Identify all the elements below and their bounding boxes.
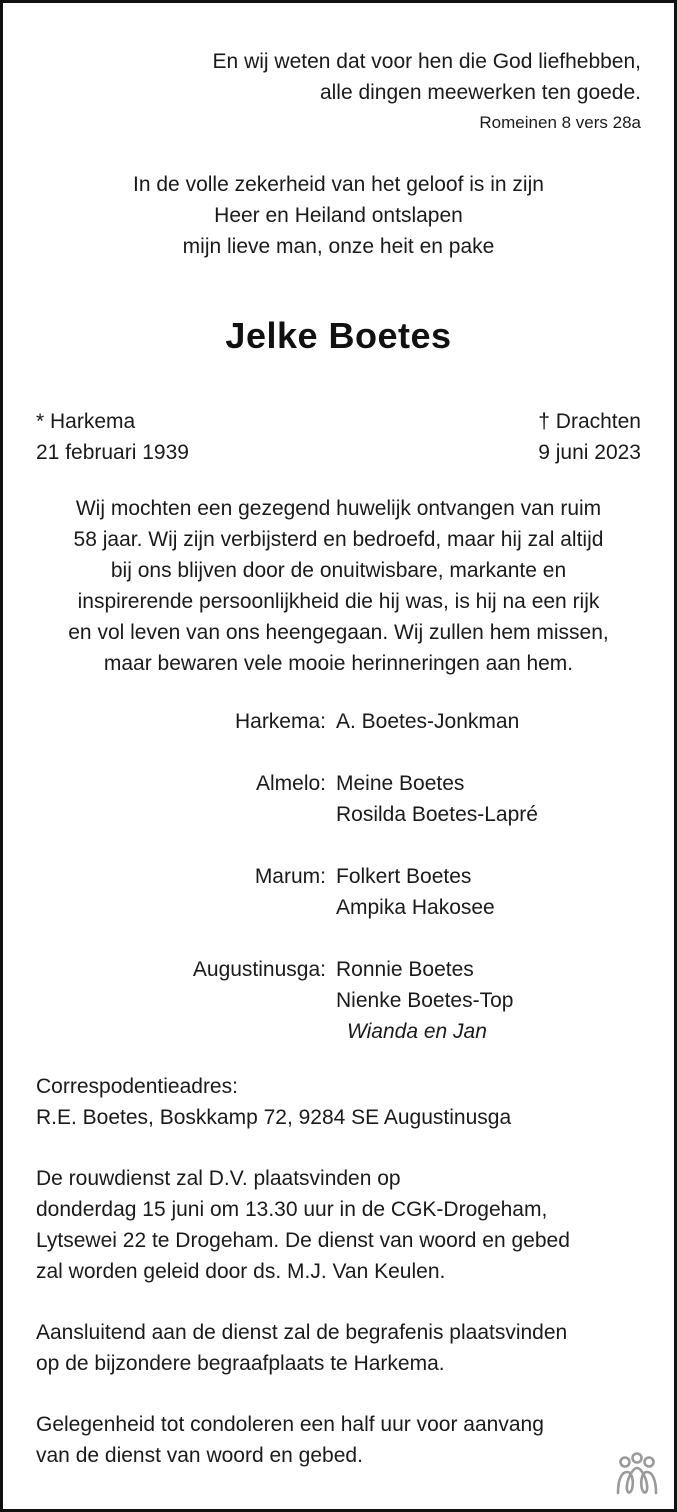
message-line: maar bewaren vele mooie herinneringen aan hem. [103,652,574,675]
service-line: Lytsewei 22 te Drogeham. De dienst van woord en gebed [36,1229,570,1252]
family-group [3,768,674,830]
burial-line: Aansluitend aan de dienst zal de begrafenis plaatsvinden [36,1321,568,1344]
life-dates [36,406,641,468]
family-place: Marum: [254,865,326,888]
family-group [3,861,674,923]
intro-line: Heer en Heiland ontslapen [214,204,463,227]
verse-line: alle dingen meewerken ten goede. [319,81,641,104]
family-member: Rosilda Boetes-Lapré [336,803,538,826]
condolence-line: Gelegenheid tot condoleren een half uur voor aanvang [36,1413,544,1436]
burial-line: op de bijzondere begraafplaats te Harkema. [36,1352,445,1375]
death-date: 9 juni 2023 [538,441,641,464]
death-place: † Drachten [538,410,641,433]
intro-line: In de volle zekerheid van het geloof is in zijn [133,173,544,196]
verse-line: En wij weten dat voor hen die God liefhebben, [212,50,641,73]
family-member: A. Boetes-Jonkman [336,710,520,733]
family-group [3,954,674,1047]
verse-reference: Romeinen 8 vers 28a [479,113,641,132]
bible-verse [36,46,641,138]
birth-date: 21 februari 1939 [36,441,189,464]
intro-text [36,169,641,262]
grandchildren: Wianda en Jan [347,1020,487,1043]
birth-info [36,406,189,468]
death-info [538,406,641,468]
correspondence-address [36,1071,641,1133]
service-line: donderdag 15 juni om 13.30 uur in de CGK-Drogeham, [36,1198,548,1221]
burial-info [36,1317,641,1379]
service-line: De rouwdienst zal D.V. plaatsvinden op [36,1167,401,1190]
deceased-name: Jelke Boetes [225,315,452,356]
people-group-icon [614,1451,660,1497]
message-line: bij ons blijven door de onuitwisbare, markante en [110,559,567,582]
family-names [336,861,495,923]
family-member: Folkert Boetes [336,865,472,888]
message-line: Wij mochten een gezegend huwelijk ontvangen van ruim [75,497,602,520]
family-place: Harkema: [234,710,326,733]
intro-line: mijn lieve man, onze heit en pake [182,235,495,258]
family-names [336,768,538,830]
family-place: Almelo: [255,772,326,795]
service-line: zal worden geleid door ds. M.J. Van Keulen. [36,1260,446,1283]
service-info [36,1163,641,1287]
family-member: Ampika Hakosee [336,896,495,919]
message-line: inspirerende persoonlijkheid die hij was, is hij na een rijk [77,590,600,613]
family-names [336,954,513,1047]
family-group [3,706,674,737]
birth-place: * Harkema [36,410,136,433]
family-names [336,706,519,737]
message-line: 58 jaar. Wij zijn verbijsterd en bedroefd, maar hij zal altijd [73,528,604,551]
family-member: Nienke Boetes-Top [336,989,514,1012]
family-member: Ronnie Boetes [336,958,474,981]
condolence-line: van de dienst van woord en gebed. [36,1444,363,1467]
family-member: Meine Boetes [336,772,465,795]
correspondence-value: R.E. Boetes, Boskkamp 72, 9284 SE Augustinusga [36,1106,512,1129]
family-place: Augustinusga: [192,958,326,981]
correspondence-label: Correspodentieadres: [36,1075,238,1098]
family-list [3,706,674,1078]
message-line: en vol leven van ons heengegaan. Wij zullen hem missen, [68,621,609,644]
condolence-info [36,1409,641,1471]
message-text [36,493,641,679]
